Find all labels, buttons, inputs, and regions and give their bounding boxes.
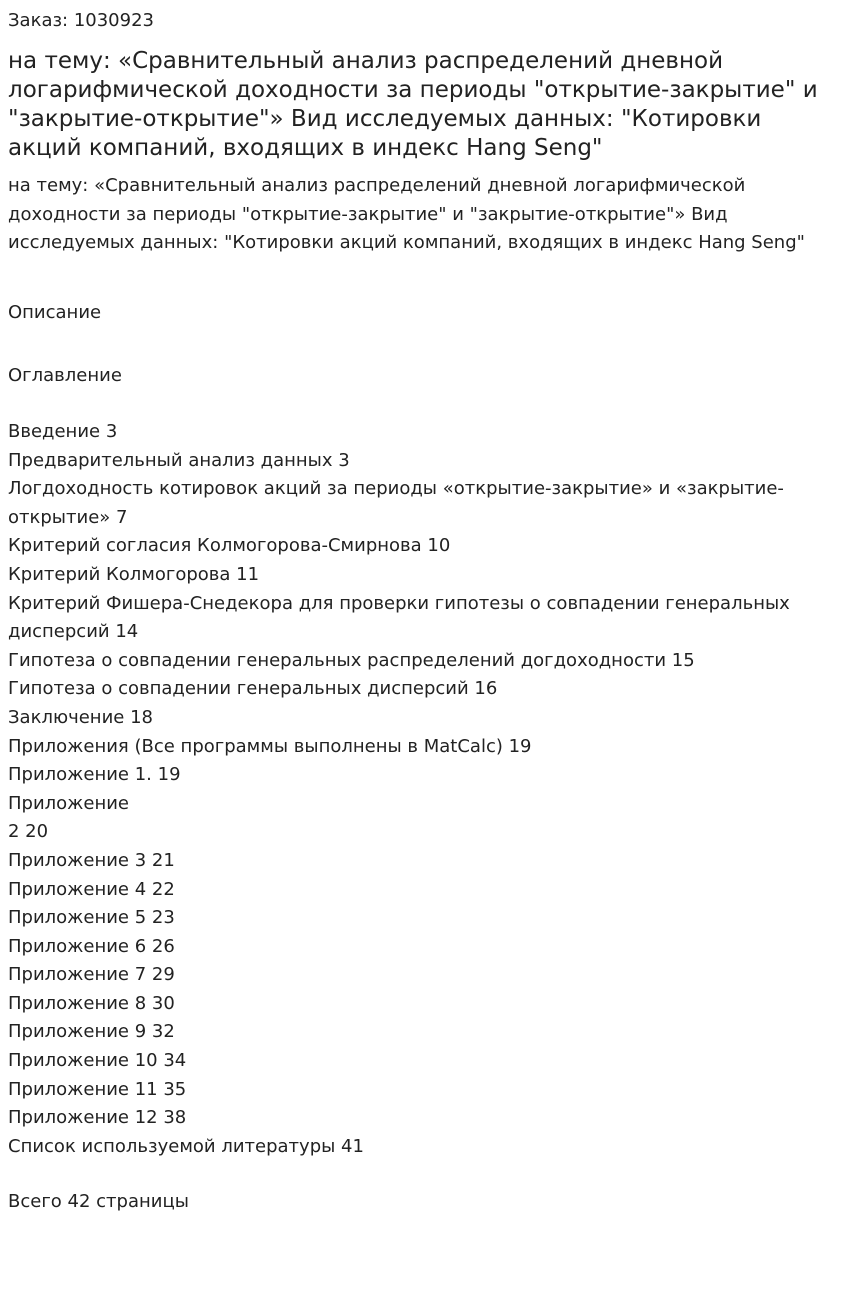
toc-item: Приложение 8 30 bbox=[8, 992, 175, 1014]
toc-item: Приложение bbox=[8, 792, 130, 814]
toc-item: Критерий согласия Колмогорова-Смирнова 10 bbox=[8, 535, 451, 557]
toc-item: Приложение 12 38 bbox=[8, 1107, 187, 1129]
toc-item: Приложение 11 35 bbox=[8, 1078, 187, 1100]
description-heading: Описание bbox=[8, 302, 102, 323]
toc-item: Заключение 18 bbox=[8, 706, 153, 728]
toc-item: Приложение 4 22 bbox=[8, 878, 175, 900]
toc-heading: Оглавление bbox=[8, 365, 122, 386]
toc-item: Критерий Фишера-Снедекора для проверки гипотезы о совпадении генеральных дисперсий 14 bbox=[8, 592, 790, 643]
toc-item: Приложение 1. 19 bbox=[8, 764, 181, 786]
total-pages: Всего 42 страницы bbox=[8, 1191, 189, 1212]
toc-item: 2 20 bbox=[8, 821, 49, 843]
toc-item: Гипотеза о совпадении генеральных дисперсий 16 bbox=[8, 678, 498, 700]
toc-item: Приложение 7 29 bbox=[8, 964, 175, 986]
toc-item: Приложение 5 23 bbox=[8, 907, 175, 929]
toc-item: Введение 3 bbox=[8, 421, 118, 442]
toc-item: Приложение 3 21 bbox=[8, 849, 175, 871]
order-number: Заказ: 1030923 bbox=[8, 10, 154, 31]
page-title: на тему: «Сравнительный анализ распределений дневной логарифмической доходности за периоды "открытие-закрытие" и "закрытие-открытие"» Вид исследуемых данных: "Котировки акций компаний, входящих в индекс Hang Seng" bbox=[8, 48, 818, 161]
toc-item: Критерий Колмогорова 11 bbox=[8, 563, 260, 585]
toc-item: Гипотеза о совпадении генеральных распределений догдоходности 15 bbox=[8, 649, 695, 671]
toc-item: Список используемой литературы 41 bbox=[8, 1135, 364, 1157]
toc-item: Логдоходность котировок акций за периоды «открытие-закрытие» и «закрытие-открытие» 7 bbox=[8, 478, 784, 528]
toc-item: Приложение 6 26 bbox=[8, 935, 175, 957]
toc-item: Приложения (Все программы выполнены в MatCalc) 19 bbox=[8, 735, 532, 757]
toc-item: Приложение 10 34 bbox=[8, 1050, 187, 1072]
toc-item: Предварительный анализ данных 3 bbox=[8, 449, 350, 471]
toc-item: Приложение 9 32 bbox=[8, 1021, 175, 1043]
topic-paragraph: на тему: «Сравнительный анализ распределений дневной логарифмической доходности за периоды "открытие-закрытие" и "закрытие-открытие"» Вид исследуемых данных: "Котировки акций компаний, входящих в индекс Hang Seng" bbox=[8, 175, 805, 253]
table-of-contents bbox=[8, 418, 838, 1161]
